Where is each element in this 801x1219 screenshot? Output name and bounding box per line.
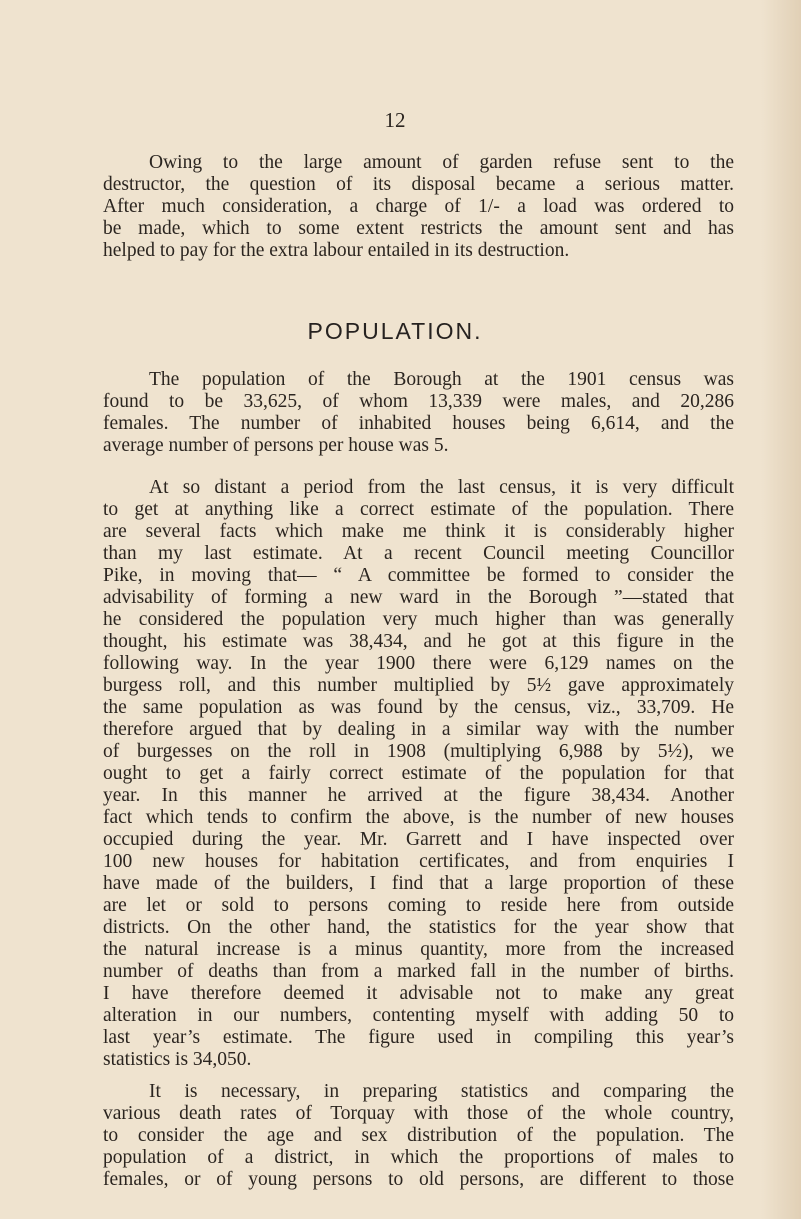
paragraph-census-1901 bbox=[103, 369, 734, 457]
text-line: found to be 33,625, of whom 13,339 were males, and 20,286 bbox=[103, 391, 734, 412]
text-line: Owing to the large amount of garden refuse sent to the bbox=[149, 152, 734, 173]
text-line: I have therefore deemed it advisable not to make any great bbox=[103, 983, 734, 1004]
text-line: to get at anything like a correct estimate of the population. There bbox=[103, 499, 734, 520]
text-line: destructor, the question of its disposal became a serious matter. bbox=[103, 174, 734, 195]
text-line: alteration in our numbers, contenting myself with adding 50 to bbox=[103, 1005, 734, 1026]
paragraph-population-estimate bbox=[103, 477, 734, 1071]
text-line: of burgesses on the roll in 1908 (multiplying 6,988 by 5½), we bbox=[103, 741, 734, 762]
text-line: ought to get a fairly correct estimate of the population for that bbox=[103, 763, 734, 784]
text-line: the natural increase is a minus quantity, more from the increased bbox=[103, 939, 734, 960]
text-line: thought, his estimate was 38,434, and he got at this figure in the bbox=[103, 631, 734, 652]
section-heading-population: POPULATION. bbox=[307, 318, 483, 344]
text-line: number of deaths than from a marked fall in the number of births. bbox=[103, 961, 734, 982]
text-line: than my last estimate. At a recent Council meeting Councillor bbox=[103, 543, 734, 564]
text-line: have made of the builders, I find that a large proportion of these bbox=[103, 873, 734, 894]
text-line: females, or of young persons to old persons, are different to those bbox=[103, 1169, 734, 1190]
text-line: to consider the age and sex distribution of the population. The bbox=[103, 1125, 734, 1146]
text-line: are several facts which make me think it is considerably higher bbox=[103, 521, 734, 542]
text-line: burgess roll, and this number multiplied by 5½ gave approximately bbox=[103, 675, 734, 696]
text-line: females. The number of inhabited houses being 6,614, and the bbox=[103, 413, 734, 434]
text-line: advisability of forming a new ward in the Borough ”—stated that bbox=[103, 587, 734, 608]
text-line: After much consideration, a charge of 1/- a load was ordered to bbox=[103, 196, 734, 217]
text-line: helped to pay for the extra labour entailed in its destruction. bbox=[103, 240, 570, 261]
text-line: various death rates of Torquay with those of the whole country, bbox=[103, 1103, 734, 1124]
text-line: therefore argued that by dealing in a similar way with the number bbox=[103, 719, 734, 740]
text-line: districts. On the other hand, the statistics for the year show that bbox=[103, 917, 734, 938]
text-line: be made, which to some extent restricts the amount sent and has bbox=[103, 218, 734, 239]
text-line: he considered the population very much higher than was generally bbox=[103, 609, 734, 630]
text-line: last year’s estimate. The figure used in compiling this year’s bbox=[103, 1027, 734, 1048]
page-edge-shadow bbox=[761, 0, 801, 1219]
text-line: the same population as was found by the census, viz., 33,709. He bbox=[103, 697, 734, 718]
text-line: population of a district, in which the proportions of males to bbox=[103, 1147, 734, 1168]
text-line: The population of the Borough at the 1901 census was bbox=[149, 369, 734, 390]
text-line: year. In this manner he arrived at the figure 38,434. Another bbox=[103, 785, 734, 806]
page-number: 12 bbox=[384, 108, 406, 132]
text-line: fact which tends to confirm the above, is the number of new houses bbox=[103, 807, 734, 828]
text-line: statistics is 34,050. bbox=[103, 1049, 252, 1070]
text-line: Pike, in moving that— “ A committee be formed to consider the bbox=[103, 565, 734, 586]
text-line: average number of persons per house was 5. bbox=[103, 435, 449, 456]
paragraph-garden-refuse bbox=[103, 152, 734, 262]
text-line: occupied during the year. Mr. Garrett and I have inspected over bbox=[103, 829, 734, 850]
text-line: It is necessary, in preparing statistics and comparing the bbox=[149, 1081, 734, 1102]
paragraph-age-sex-distribution bbox=[103, 1081, 734, 1191]
text-line: 100 new houses for habitation certificates, and from enquiries I bbox=[103, 851, 734, 872]
text-line: At so distant a period from the last census, it is very difficult bbox=[149, 477, 734, 498]
text-line: following way. In the year 1900 there were 6,129 names on the bbox=[103, 653, 734, 674]
text-line: are let or sold to persons coming to reside here from outside bbox=[103, 895, 734, 916]
